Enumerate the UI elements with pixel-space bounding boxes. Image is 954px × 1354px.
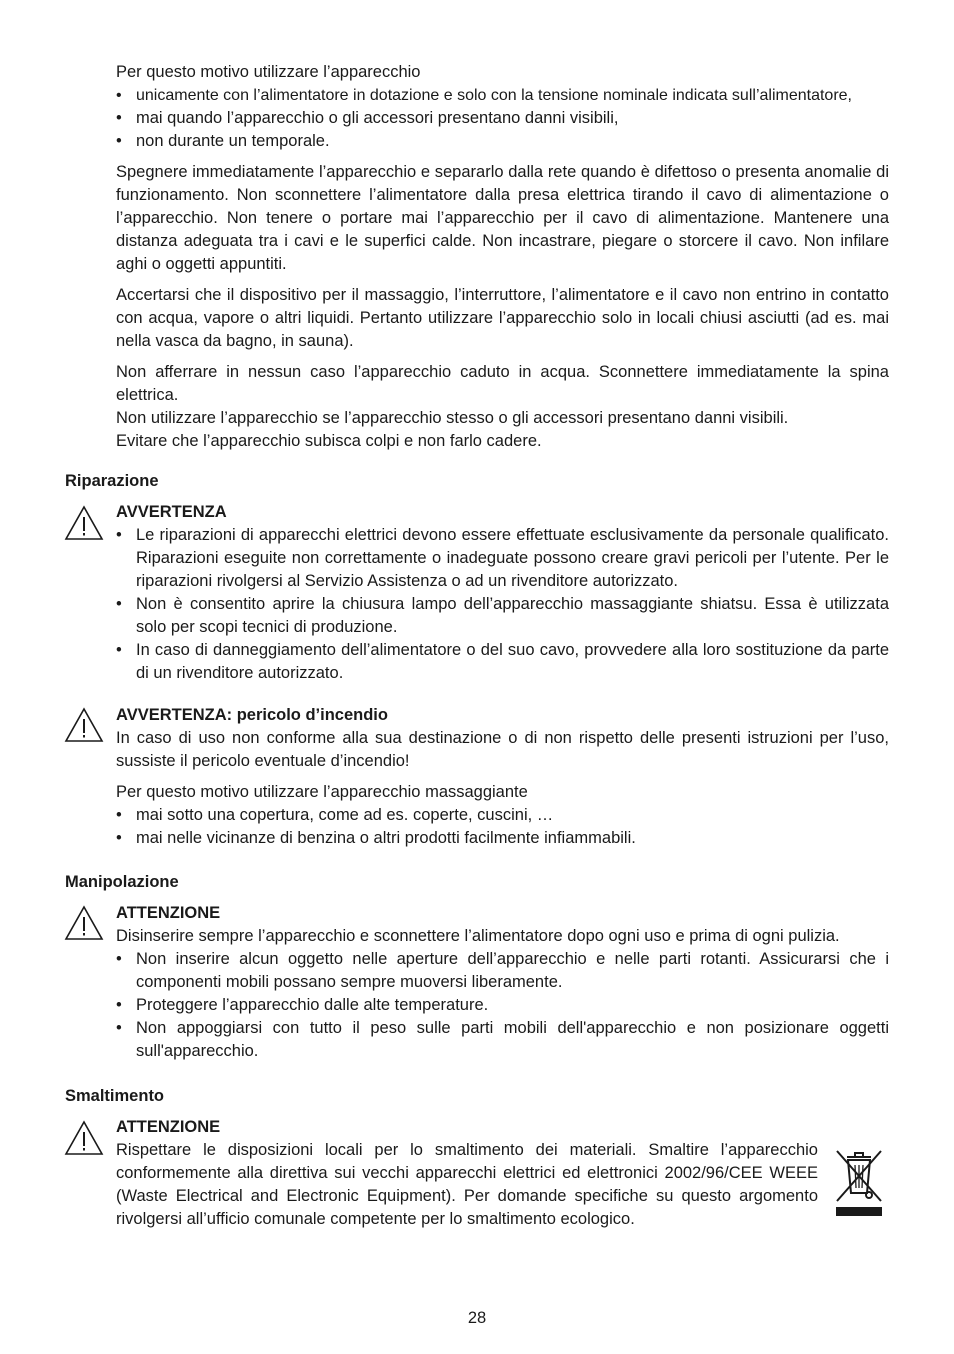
intro-paragraph: Spegnere immediatamente l’apparecchio e separarlo dalla rete quando è difettoso o presenta anomalie di funzionamento. Non sconnettere l’alimentatore dalla presa elettrica tirando il cavo di alimentazione o l’apparecchio. Non tenere o portare mai l’apparecchio per il cavo di alimentazione. Mantenere una distanza adeguata tra i cavi e le superfici calde. Non incastrare, piegare o storcere il cavo. Non infilare aghi o oggetti appuntiti. — [116, 163, 889, 273]
warning-title: AVVERTENZA: pericolo d’incendio — [116, 706, 388, 724]
list-item: • non durante un temporale. — [116, 130, 889, 153]
warning-text: Rispettare le disposizioni locali per lo smaltimento dei materiali. Smaltire l’apparecchio conformemente alla direttiva sui vecchi apparecchi elettrici ed elettronici 2002/96/CEE WEEE (Waste Electrical and Electronic Equipment). Per domande specifiche su questo argomento rivolgersi all’ufficio comunale competente per lo smaltimento ecologico. — [116, 1141, 818, 1228]
list-item: • In caso di danneggiamento dell’alimentatore o del suo cavo, provvedere alla loro sostituzione da parte di un rivenditore autorizzato. — [116, 639, 889, 685]
section-heading-manipolazione: Manipolazione — [65, 873, 179, 891]
warning-text: Disinserire sempre l’apparecchio e sconnettere l’alimentatore dopo ogni uso e prima di ogni pulizia. — [116, 927, 840, 945]
warning-block-riparazione — [116, 501, 889, 685]
warning-bullet-list — [116, 524, 889, 685]
intro-bullet-list — [116, 84, 889, 153]
warning-title: AVVERTENZA — [116, 503, 227, 521]
list-item: • unicamente con l’alimentatore in dotazione e solo con la tensione nominale indicata sull’alimentatore, — [116, 84, 889, 107]
warning-lead: Per questo motivo utilizzare l’apparecchio massaggiante — [116, 783, 528, 801]
warning-triangle-icon — [64, 905, 104, 941]
list-item: • mai sotto una copertura, come ad es. coperte, cuscini, … — [116, 804, 889, 827]
page-number: 28 — [467, 1309, 487, 1327]
intro-paragraph: Non utilizzare l’apparecchio se l’apparecchio stesso o gli accessori presentano danni visibili. — [116, 409, 789, 427]
section-heading-riparazione: Riparazione — [65, 472, 159, 490]
warning-block-fire — [116, 704, 889, 850]
intro-paragraph: Accertarsi che il dispositivo per il massaggio, l’interruttore, l’alimentatore e il cavo non entrino in contatto con acqua, vapore o altri liquidi. Pertanto utilizzare l’apparecchio solo in locali chiusi asciutti (ad es. mai nella vasca da bagno, in sauna). — [116, 286, 889, 350]
warning-bullet-list — [116, 804, 889, 850]
list-item: • Le riparazioni di apparecchi elettrici devono essere effettuate esclusivamente da personale qualificato. Riparazioni eseguite non correttamente o inadeguate possono creare gravi pericoli per l’utente. Per le riparazioni rivolgersi al Servizio Assistenza o ad un rivenditore autorizzato. — [116, 524, 889, 593]
warning-triangle-icon — [64, 505, 104, 541]
list-item: • Non inserire alcun oggetto nelle aperture dell’apparecchio e nelle parti rotanti. Assicurarsi che i componenti mobili possano sempre muoversi liberamente. — [116, 948, 889, 994]
warning-triangle-icon — [64, 1120, 104, 1156]
list-item: • Non appoggiarsi con tutto il peso sulle parti mobili dell'apparecchio e non posizionare oggetti sull'apparecchio. — [116, 1017, 889, 1063]
warning-triangle-icon — [64, 707, 104, 743]
list-item: • Non è consentito aprire la chiusura lampo dell’apparecchio massaggiante shiatsu. Essa è utilizzata solo per scopi tecnici di produzione. — [116, 593, 889, 639]
list-item: • Proteggere l’apparecchio dalle alte temperature. — [116, 994, 889, 1017]
warning-block-smaltimento — [116, 1116, 818, 1231]
intro-paragraph: Evitare che l’apparecchio subisca colpi e non farlo cadere. — [116, 432, 542, 450]
intro-paragraph: Non afferrare in nessun caso l’apparecchio caduto in acqua. Sconnettere immediatamente la spina elettrica. — [116, 363, 889, 404]
warning-title: ATTENZIONE — [116, 1118, 221, 1136]
warning-block-manipolazione — [116, 902, 889, 1063]
list-item: • mai quando l’apparecchio o gli accessori presentano danni visibili, — [116, 107, 889, 130]
warning-bullet-list — [116, 948, 889, 1063]
intro-section — [116, 61, 889, 453]
crossed-out-wheelie-bin-icon — [833, 1145, 885, 1219]
intro-lead: Per questo motivo utilizzare l’apparecchio — [116, 63, 421, 81]
warning-title: ATTENZIONE — [116, 904, 221, 922]
section-heading-smaltimento: Smaltimento — [65, 1087, 165, 1105]
list-item: • mai nelle vicinanze di benzina o altri prodotti facilmente infiammabili. — [116, 827, 889, 850]
warning-text: In caso di uso non conforme alla sua destinazione o di non rispetto delle presenti istruzioni per l’uso, sussiste il pericolo eventuale d’incendio! — [116, 729, 889, 770]
